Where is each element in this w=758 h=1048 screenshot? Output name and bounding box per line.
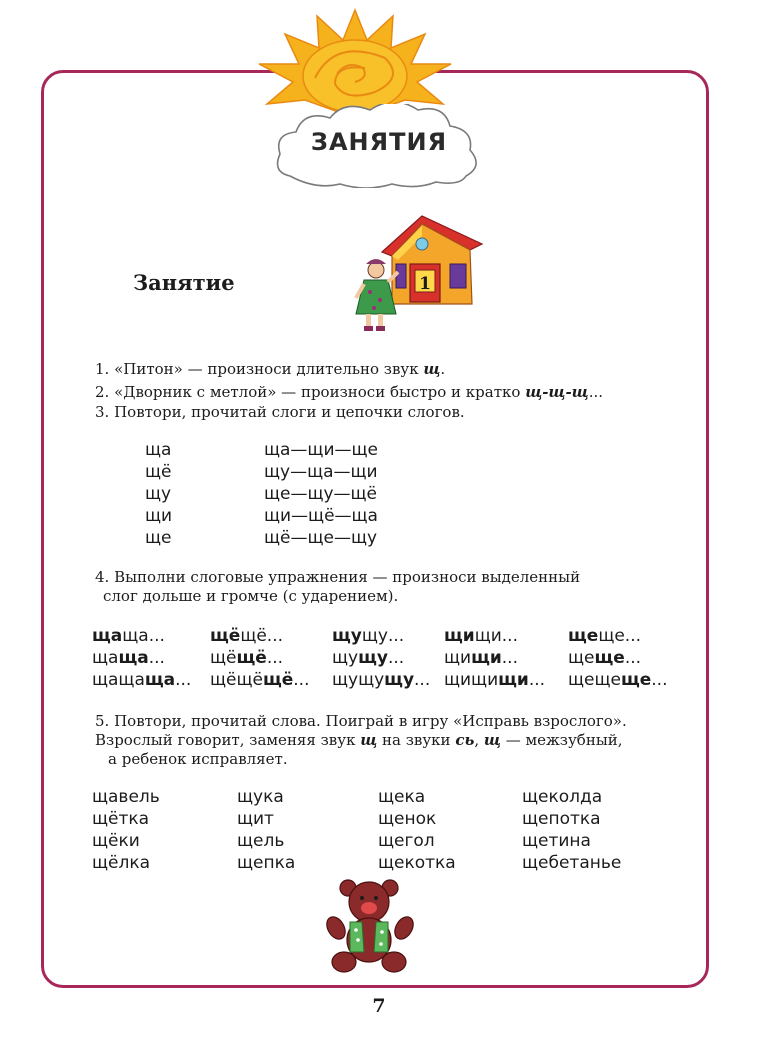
header-title: ЗАНЯТИЯ [310,128,448,156]
word: щепотка [522,809,601,829]
drill-item: щищищи... [444,670,546,690]
exercise-4-line-1: 4. Выполни слоговые упражнения — произноси выделенный [95,568,581,586]
word: щётка [92,809,150,829]
word: щебетанье [522,853,622,873]
drill-item: щеще... [568,626,642,646]
word: щука [237,787,284,807]
exercise-1-sound: щ [423,360,441,378]
syllable: щу [145,484,172,504]
exercise-2-sound: щ-щ-щ [525,383,589,401]
house-number: 1 [419,274,431,294]
syllable-chain: щу—ща—щи [264,462,378,482]
lesson-title: Занятие [133,270,235,295]
syllable: щё [145,462,172,482]
word: щавель [92,787,160,807]
syllable-chain: щи—щё—ща [264,506,378,526]
page-number: 7 [372,995,386,1017]
house-illustration [352,212,492,336]
exercise-1-end: . [440,360,446,378]
word: щенок [378,809,437,829]
exercise-5-line-1: 5. Повтори, прочитай слова. Поиграй в игру «Исправь взрослого». [95,712,627,730]
word: щель [237,831,285,851]
drill-item: щещеще... [568,670,668,690]
syllable-chain: ще—щу—щё [264,484,378,504]
syllable: ще [145,528,172,548]
drill-item: щищи... [444,648,518,668]
word: щит [237,809,274,829]
word: щёлка [92,853,151,873]
word: щёки [92,831,140,851]
word: щекотка [378,853,456,873]
word: щегол [378,831,435,851]
syllable: ща [145,440,172,460]
drill-item: щаща... [92,648,165,668]
exercise-1 [95,360,445,379]
bear-illustration [326,878,416,976]
syllable-chain: ща—щи—ще [264,440,378,460]
word: щепка [237,853,296,873]
drill-item: щаща... [92,626,165,646]
exercise-4-line-2: слог дольше и громче (с ударением). [103,587,399,605]
exercise-5-line-2: Взрослый говорит, заменяя звук щ на звуки сь, щ — межзубный, [95,731,623,749]
drill-item: щущу... [332,626,405,646]
drill-item: щёщё... [210,626,284,646]
word: щека [378,787,426,807]
exercise-5-line-3: а ребенок исправляет. [108,750,288,768]
drill-item: щущу... [332,648,405,668]
drill-item: щеще... [568,648,642,668]
drill-item: щёщё... [210,648,284,668]
drill-item: щищи... [444,626,518,646]
exercise-1-text: 1. «Питон» — произноси длительно звук [95,360,424,378]
drill-item: щёщёщё... [210,670,310,690]
exercise-3: 3. Повтори, прочитай слоги и цепочки слогов. [95,403,465,421]
exercise-2-end: ... [588,383,603,401]
drill-item: щущущу... [332,670,431,690]
drill-item: щащаща... [92,670,192,690]
syllable: щи [145,506,173,526]
word: щеколда [522,787,603,807]
exercise-2-text: 2. «Дворник с метлой» — произноси быстро и кратко [95,383,526,401]
word: щетина [522,831,591,851]
syllable-chain: щё—ще—щу [264,528,378,548]
exercise-2 [95,383,603,402]
